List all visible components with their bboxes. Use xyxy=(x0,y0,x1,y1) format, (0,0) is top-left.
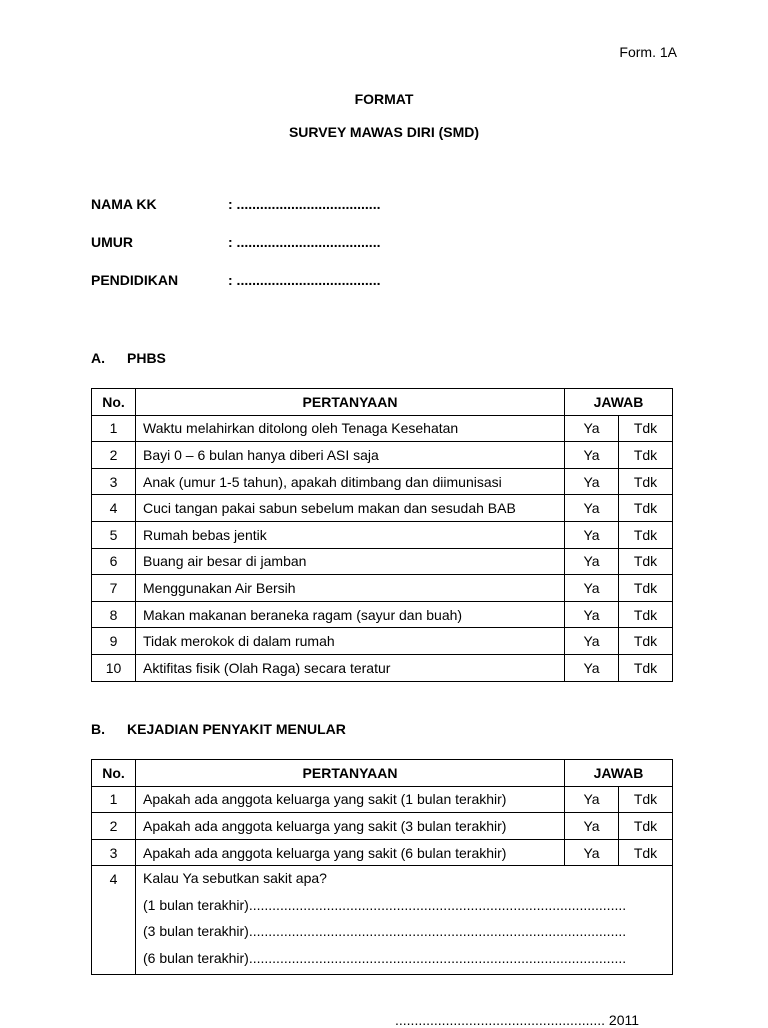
table-row xyxy=(92,521,673,548)
field-value[interactable]: : ..................................... xyxy=(228,196,381,212)
header-answer: JAWAB xyxy=(565,760,673,787)
row-question: Apakah ada anggota keluarga yang sakit (3 bulan terakhir) xyxy=(136,813,565,840)
row-question: Waktu melahirkan ditolong oleh Tenaga Kesehatan xyxy=(136,415,565,442)
answer-ya[interactable]: Ya xyxy=(565,654,619,681)
answer-ya[interactable]: Ya xyxy=(565,548,619,575)
table-row xyxy=(92,628,673,655)
page-subtitle: SURVEY MAWAS DIRI (SMD) xyxy=(288,124,480,140)
header-no: No. xyxy=(92,760,136,787)
table-row xyxy=(92,601,673,628)
header-question: PERTANYAAN xyxy=(136,760,565,787)
row-number: 3 xyxy=(92,839,136,866)
answer-tdk[interactable]: Tdk xyxy=(619,495,673,522)
row-question: Apakah ada anggota keluarga yang sakit (6 bulan terakhir) xyxy=(136,839,565,866)
answer-tdk[interactable]: Tdk xyxy=(619,813,673,840)
answer-ya[interactable]: Ya xyxy=(565,442,619,469)
row-number: 2 xyxy=(92,813,136,840)
section-a-heading xyxy=(91,350,166,366)
answer-tdk[interactable]: Tdk xyxy=(619,575,673,602)
table-row xyxy=(92,813,673,840)
field-label: PENDIDIKAN xyxy=(91,272,179,288)
answer-ya[interactable]: Ya xyxy=(565,575,619,602)
page-title: FORMAT xyxy=(354,91,414,107)
answer-tdk[interactable]: Tdk xyxy=(619,628,673,655)
phbs-table xyxy=(91,388,673,682)
table-row xyxy=(92,839,673,866)
answer-tdk[interactable]: Tdk xyxy=(619,839,673,866)
row-question: Buang air besar di jamban xyxy=(136,548,565,575)
table-row xyxy=(92,575,673,602)
row-number: 4 xyxy=(92,866,136,975)
section-number: A. xyxy=(91,350,105,366)
section-title: PHBS xyxy=(127,350,166,366)
table-row xyxy=(92,654,673,681)
row-question: Menggunakan Air Bersih xyxy=(136,575,565,602)
field-pendidikan xyxy=(91,272,380,288)
answer-ya[interactable]: Ya xyxy=(565,495,619,522)
header-question: PERTANYAAN xyxy=(136,389,565,416)
penyakit-table xyxy=(91,759,673,975)
answer-tdk[interactable]: Tdk xyxy=(619,442,673,469)
row-question: Apakah ada anggota keluarga yang sakit (1 bulan terakhir) xyxy=(136,786,565,813)
field-label: UMUR xyxy=(91,234,133,250)
row-number: 1 xyxy=(92,415,136,442)
answer-ya[interactable]: Ya xyxy=(565,521,619,548)
row-number: 4 xyxy=(92,495,136,522)
row-question: Cuci tangan pakai sabun sebelum makan dan sesudah BAB xyxy=(136,495,565,522)
row-question: Bayi 0 – 6 bulan hanya diberi ASI saja xyxy=(136,442,565,469)
table-row xyxy=(92,495,673,522)
field-nama-kk xyxy=(91,196,380,212)
answer-line[interactable]: (3 bulan terakhir)................................................................................................. xyxy=(143,923,627,940)
answer-line[interactable]: (1 bulan terakhir)................................................................................................. xyxy=(143,896,627,913)
header-no: No. xyxy=(92,389,136,416)
answer-ya[interactable]: Ya xyxy=(565,786,619,813)
table-row xyxy=(92,442,673,469)
table-row xyxy=(92,786,673,813)
answer-tdk[interactable]: Tdk xyxy=(619,521,673,548)
row-number: 6 xyxy=(92,548,136,575)
answer-ya[interactable]: Ya xyxy=(565,628,619,655)
answer-tdk[interactable]: Tdk xyxy=(619,786,673,813)
answer-tdk[interactable]: Tdk xyxy=(619,415,673,442)
answer-ya[interactable]: Ya xyxy=(565,839,619,866)
row-number: 10 xyxy=(92,654,136,681)
table-row xyxy=(92,548,673,575)
row-question: Tidak merokok di dalam rumah xyxy=(136,628,565,655)
answer-line: Kalau Ya sebutkan sakit apa? xyxy=(143,870,327,887)
row-number: 5 xyxy=(92,521,136,548)
answer-tdk[interactable]: Tdk xyxy=(619,601,673,628)
row-number: 7 xyxy=(92,575,136,602)
footer-date: ...................................................... 2011 xyxy=(395,1012,640,1028)
section-b-heading xyxy=(91,721,346,737)
field-label: NAMA KK xyxy=(91,196,157,212)
table-row xyxy=(92,468,673,495)
answer-line[interactable]: (6 bulan terakhir)................................................................................................. xyxy=(143,949,627,966)
row-number: 9 xyxy=(92,628,136,655)
field-umur xyxy=(91,234,380,250)
answer-tdk[interactable]: Tdk xyxy=(619,548,673,575)
answer-tdk[interactable]: Tdk xyxy=(619,468,673,495)
row-question: Anak (umur 1-5 tahun), apakah ditimbang dan diimunisasi xyxy=(136,468,565,495)
free-text-answer[interactable] xyxy=(136,866,673,975)
answer-ya[interactable]: Ya xyxy=(565,468,619,495)
row-number: 1 xyxy=(92,786,136,813)
row-number: 3 xyxy=(92,468,136,495)
answer-tdk[interactable]: Tdk xyxy=(619,654,673,681)
table-row xyxy=(92,866,673,975)
row-number: 8 xyxy=(92,601,136,628)
answer-ya[interactable]: Ya xyxy=(565,415,619,442)
section-number: B. xyxy=(91,721,105,737)
header-answer: JAWAB xyxy=(565,389,673,416)
row-question: Makan makanan beraneka ragam (sayur dan buah) xyxy=(136,601,565,628)
field-value[interactable]: : ..................................... xyxy=(228,272,381,288)
answer-ya[interactable]: Ya xyxy=(565,813,619,840)
answer-ya[interactable]: Ya xyxy=(565,601,619,628)
row-question: Rumah bebas jentik xyxy=(136,521,565,548)
form-number: Form. 1A xyxy=(619,44,677,60)
row-number: 2 xyxy=(92,442,136,469)
row-question: Aktifitas fisik (Olah Raga) secara teratur xyxy=(136,654,565,681)
table-row xyxy=(92,415,673,442)
section-title: KEJADIAN PENYAKIT MENULAR xyxy=(127,721,346,737)
field-value[interactable]: : ..................................... xyxy=(228,234,381,250)
